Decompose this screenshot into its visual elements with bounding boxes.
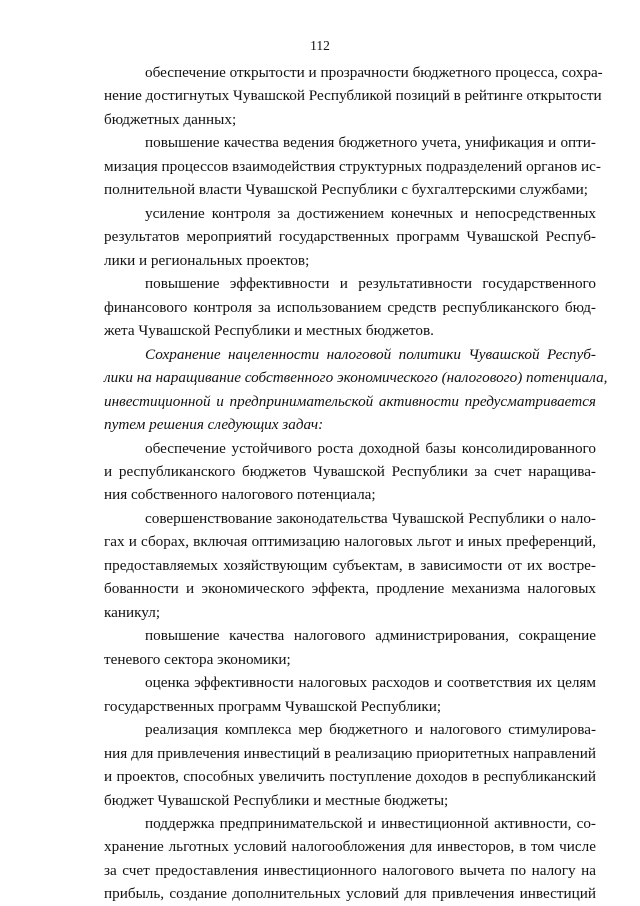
italic-text-line: Сохранение нацеленности налоговой политики Чувашской Респуб-	[145, 345, 596, 363]
text-line: мизация процессов взаимодействия структурных подразделений органов ис-	[104, 157, 601, 175]
text-line: повышение эффективности и результативности государственного	[145, 275, 596, 293]
text-line: бюджет Чувашской Республики и местные бюджеты;	[104, 791, 449, 809]
text-line: ния для привлечения инвестиций в реализацию приоритетных направлений	[104, 744, 596, 762]
page-number: 112	[310, 38, 330, 53]
text-line: результатов мероприятий государственных программ Чувашской Респуб-	[104, 228, 596, 246]
text-line: за счет предоставления инвестиционного налогового вычета по налогу на	[104, 861, 596, 879]
text-line: обеспечение устойчивого роста доходной базы консолидированного	[145, 439, 596, 457]
text-line: повышение качества налогового администрирования, сокращение	[145, 627, 596, 645]
text-line: обеспечение открытости и прозрачности бюджетного процесса, сохра-	[145, 64, 603, 81]
text-line: каникул;	[104, 603, 161, 621]
text-line: совершенствование законодательства Чувашской Республики о нало-	[145, 509, 596, 527]
text-line: государственных программ Чувашской Республики;	[104, 697, 442, 715]
text-line: и республиканского бюджетов Чувашской Республики за счет наращива-	[104, 462, 596, 480]
text-line: полнительной власти Чувашской Республики с бухгалтерскими службами;	[104, 181, 588, 199]
text-line: гах и сборах, включая оптимизацию налоговых льгот и иных преференций,	[104, 533, 596, 551]
text-line: теневого сектора экономики;	[104, 650, 291, 668]
text-line: бованности и экономического эффекта, продление механизма налоговых	[104, 580, 596, 598]
text-line: нение достигнутых Чувашской Республикой позиций в рейтинге открытости	[104, 87, 602, 105]
text-line: прибыль, создание дополнительных условий для привлечения инвестиций	[104, 885, 596, 903]
document-body	[104, 61, 608, 906]
text-line: оценка эффективности налоговых расходов и соответствия их целям	[145, 674, 596, 692]
italic-text-line: лики на наращивание собственного экономического (налогового) потенциала,	[104, 369, 608, 387]
italic-text-line: путем решения следующих задач:	[104, 416, 324, 434]
text-line: и проектов, способных увеличить поступление доходов в республиканский	[104, 768, 596, 786]
text-line: поддержка предпринимательской и инвестиционной активности, со-	[145, 815, 596, 832]
text-line: лики и региональных проектов;	[104, 251, 310, 269]
text-line: финансового контроля за использованием средств республиканского бюд-	[104, 298, 596, 316]
text-line: ния собственного налогового потенциала;	[104, 486, 376, 504]
text-line: предоставляемых хозяйствующим субъектам, в зависимости от их востре-	[104, 556, 596, 574]
text-line: повышение качества ведения бюджетного учета, унификация и опти-	[145, 134, 596, 152]
text-line: реализация комплекса мер бюджетного и налогового стимулирова-	[145, 721, 596, 739]
text-line: жета Чувашской Республики и местных бюджетов.	[104, 322, 434, 340]
text-line: хранение льготных условий налогообложения для инвесторов, в том числе	[104, 838, 596, 856]
italic-text-line: инвестиционной и предпринимательской активности предусматривается	[104, 392, 596, 410]
text-line: бюджетных данных;	[104, 110, 237, 128]
text-line: усиление контроля за достижением конечных и непосредственных	[145, 204, 596, 222]
